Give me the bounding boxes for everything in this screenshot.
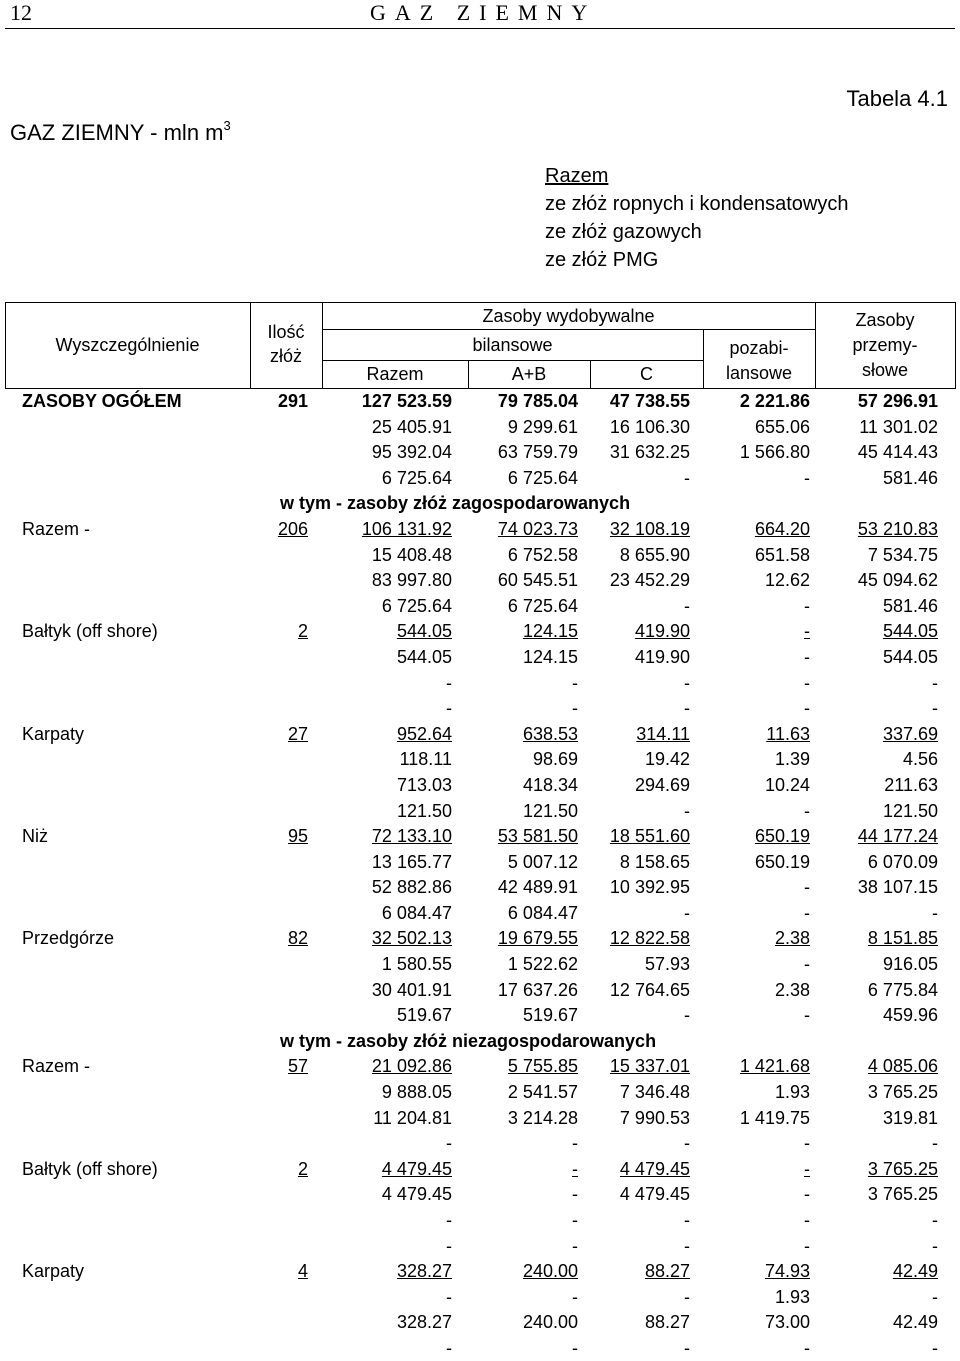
cell-count: 291 bbox=[277, 391, 308, 411]
table-summary-row bbox=[0, 722, 960, 748]
cell-poz: 1.93 bbox=[774, 1082, 810, 1103]
section-heading-row bbox=[0, 491, 960, 517]
col-header-razem: Razem bbox=[366, 364, 424, 384]
cell-razem: 544.05 bbox=[396, 621, 452, 642]
cell-ab: - bbox=[572, 1184, 578, 1205]
cell-prz: 45 094.62 bbox=[857, 570, 938, 591]
cell-poz: 11.63 bbox=[766, 723, 810, 744]
subgroup-rule bbox=[322, 360, 703, 361]
cell-c: - bbox=[684, 800, 690, 821]
cell-prz: 581.46 bbox=[882, 595, 938, 616]
cell-c: 4 479.45 bbox=[619, 1184, 690, 1205]
col-header-count: złóż bbox=[269, 346, 302, 366]
cell-c: 12 822.58 bbox=[609, 928, 690, 949]
table-summary-row bbox=[0, 1259, 960, 1285]
page-header bbox=[0, 0, 960, 26]
cell-ab: 17 637.26 bbox=[497, 979, 578, 1000]
cell-name: ZASOBY OGÓŁEM bbox=[22, 391, 182, 411]
legend bbox=[545, 162, 849, 274]
cell-razem: - bbox=[446, 1133, 452, 1154]
cell-c: 47 738.55 bbox=[609, 391, 690, 411]
cell-ab: 519.67 bbox=[522, 1005, 578, 1026]
table-row bbox=[0, 901, 960, 927]
cell-prz: 4.56 bbox=[902, 749, 938, 770]
title-superscript: 3 bbox=[223, 118, 231, 133]
cell-poz: 650.19 bbox=[754, 826, 810, 847]
table-row bbox=[0, 875, 960, 901]
col-header-pozabilansowe: pozabi- bbox=[729, 338, 789, 358]
cell-prz: - bbox=[932, 1235, 938, 1256]
table-title bbox=[10, 118, 231, 146]
cell-c: 10 392.95 bbox=[609, 877, 690, 898]
cell-prz: 11 301.02 bbox=[859, 416, 938, 437]
cell-poz: 73.00 bbox=[764, 1312, 810, 1333]
cell-ab: - bbox=[572, 1133, 578, 1154]
cell-poz: - bbox=[804, 1005, 810, 1026]
cell-c: 7 346.48 bbox=[619, 1082, 690, 1103]
cell-poz: 2.38 bbox=[774, 979, 810, 1000]
col-header-pozabilansowe: lansowe bbox=[725, 363, 793, 383]
cell-razem: 328.27 bbox=[396, 1312, 452, 1333]
cell-prz: - bbox=[932, 1133, 938, 1154]
cell-ab: 5 007.12 bbox=[507, 851, 578, 872]
group-rule bbox=[322, 329, 815, 330]
cell-ab: 6 725.64 bbox=[507, 595, 578, 616]
cell-poz: 12.62 bbox=[764, 570, 810, 591]
cell-ab: 98.69 bbox=[532, 749, 578, 770]
table-row bbox=[0, 671, 960, 697]
cell-c: 419.90 bbox=[634, 646, 690, 667]
table-row bbox=[0, 440, 960, 466]
cell-poz: - bbox=[804, 621, 810, 642]
cell-name: Karpaty bbox=[22, 723, 85, 744]
cell-razem: - bbox=[446, 672, 452, 693]
cell-c: 23 452.29 bbox=[609, 570, 690, 591]
cell-ab: - bbox=[572, 1286, 578, 1307]
table-row bbox=[0, 568, 960, 594]
cell-count: 57 bbox=[287, 1056, 308, 1077]
cell-poz: - bbox=[804, 902, 810, 923]
cell-c: 32 108.19 bbox=[609, 518, 690, 539]
cell-ab: 6 752.58 bbox=[507, 544, 578, 565]
legend-item: Razem bbox=[545, 165, 609, 187]
table-row bbox=[0, 1106, 960, 1132]
table-summary-row bbox=[0, 619, 960, 645]
cell-poz: 664.20 bbox=[754, 518, 810, 539]
cell-poz: - bbox=[804, 1133, 810, 1154]
cell-ab: 74 023.73 bbox=[497, 518, 578, 539]
cell-ab: - bbox=[572, 1210, 578, 1230]
cell-prz: 42.49 bbox=[892, 1312, 938, 1333]
table-row bbox=[0, 1234, 960, 1260]
cell-ab: 6 084.47 bbox=[507, 902, 578, 923]
cell-c: 294.69 bbox=[634, 774, 690, 795]
cell-razem: 118.11 bbox=[399, 749, 452, 770]
cell-razem: 4 479.45 bbox=[381, 1184, 452, 1205]
cell-ab: 121.50 bbox=[522, 800, 578, 821]
cell-poz: 74.93 bbox=[764, 1261, 810, 1282]
cell-razem: 6 725.64 bbox=[381, 467, 452, 488]
cell-ab: - bbox=[572, 698, 578, 719]
cell-c: 15 337.01 bbox=[609, 1056, 690, 1077]
cell-poz: 10.24 bbox=[764, 774, 810, 795]
cell-poz: 655.06 bbox=[754, 416, 810, 437]
frame-right bbox=[955, 302, 956, 389]
col-header-count: Ilość bbox=[267, 322, 305, 342]
cell-prz: 211.63 bbox=[884, 774, 938, 795]
cell-prz: 3 765.25 bbox=[867, 1082, 938, 1103]
cell-prz: 544.05 bbox=[882, 621, 938, 642]
col-header-przemyslowe: Zasoby bbox=[855, 310, 915, 330]
table-row bbox=[0, 466, 960, 492]
table-row bbox=[0, 1080, 960, 1106]
running-title: GAZ ZIEMNY bbox=[370, 0, 597, 25]
cell-ab: - bbox=[572, 1158, 578, 1179]
cell-poz: - bbox=[804, 1337, 810, 1358]
cell-prz: 6 775.84 bbox=[867, 979, 938, 1000]
cell-razem: 95 392.04 bbox=[371, 442, 452, 463]
cell-poz: - bbox=[804, 1184, 810, 1205]
table-row bbox=[0, 1336, 960, 1361]
cell-ab: 53 581.50 bbox=[497, 826, 578, 847]
cell-name: Razem - bbox=[22, 1056, 91, 1077]
cell-poz: 1.39 bbox=[774, 749, 810, 770]
legend-item: ze złóż PMG bbox=[545, 249, 659, 271]
cell-prz: 581.46 bbox=[882, 467, 938, 488]
cell-name: Razem - bbox=[22, 518, 91, 539]
cell-poz: - bbox=[804, 595, 810, 616]
cell-poz: 1 419.75 bbox=[739, 1107, 810, 1128]
table-summary-row bbox=[0, 824, 960, 850]
cell-prz: 337.69 bbox=[882, 723, 938, 744]
cell-name: Bałtyk (off shore) bbox=[22, 1158, 158, 1179]
cell-ab: - bbox=[572, 1235, 578, 1256]
cell-razem: 32 502.13 bbox=[371, 928, 452, 949]
table-row bbox=[0, 978, 960, 1004]
cell-razem: - bbox=[446, 1235, 452, 1256]
table-row bbox=[0, 594, 960, 620]
table-top-rule bbox=[5, 302, 955, 303]
cell-razem: 11 204.81 bbox=[373, 1107, 452, 1128]
col-group-wydobywalne: Zasoby wydobywalne bbox=[482, 306, 655, 326]
cell-ab: 63 759.79 bbox=[497, 442, 578, 463]
cell-ab: 3 214.28 bbox=[507, 1107, 578, 1128]
cell-razem: 15 408.48 bbox=[371, 544, 452, 565]
cell-ab: 124.15 bbox=[522, 646, 578, 667]
cell-c: 7 990.53 bbox=[619, 1107, 690, 1128]
table-row bbox=[0, 952, 960, 978]
col-header-ab: A+B bbox=[511, 364, 547, 384]
cell-razem: - bbox=[446, 698, 452, 719]
cell-prz: 8 151.85 bbox=[867, 928, 938, 949]
cell-prz: 7 534.75 bbox=[867, 544, 938, 565]
cell-prz: 44 177.24 bbox=[857, 826, 938, 847]
cell-c: - bbox=[684, 672, 690, 693]
cell-ab: 1 522.62 bbox=[507, 954, 578, 975]
cell-razem: 544.05 bbox=[396, 646, 452, 667]
cell-prz: 6 070.09 bbox=[867, 851, 938, 872]
cell-razem: 328.27 bbox=[396, 1261, 452, 1282]
cell-poz: - bbox=[804, 1158, 810, 1179]
cell-razem: 30 401.91 bbox=[371, 979, 452, 1000]
cell-count: 206 bbox=[277, 518, 308, 539]
cell-razem: 952.64 bbox=[396, 723, 452, 744]
cell-ab: 638.53 bbox=[522, 723, 578, 744]
cell-poz: 1 421.68 bbox=[739, 1056, 810, 1077]
cell-poz: 650.19 bbox=[754, 851, 810, 872]
cell-razem: 52 882.86 bbox=[371, 877, 452, 898]
cell-ab: 240.00 bbox=[522, 1312, 578, 1333]
cell-razem: - bbox=[446, 1286, 452, 1307]
table-row bbox=[0, 799, 960, 825]
cell-name: Karpaty bbox=[22, 1261, 85, 1282]
legend-item: ze złóż ropnych i kondensatowych bbox=[545, 193, 849, 215]
cell-razem: 519.67 bbox=[396, 1005, 452, 1026]
cell-ab: 60 545.51 bbox=[497, 570, 578, 591]
cell-count: 95 bbox=[287, 826, 308, 847]
cell-count: 82 bbox=[287, 928, 308, 949]
col-header-c: C bbox=[640, 364, 653, 384]
cell-c: - bbox=[684, 698, 690, 719]
cell-c: 88.27 bbox=[644, 1261, 690, 1282]
cell-c: - bbox=[684, 1005, 690, 1026]
table-summary-row bbox=[0, 517, 960, 543]
cell-poz: - bbox=[804, 467, 810, 488]
cell-ab: 19 679.55 bbox=[497, 928, 578, 949]
cell-c: 4 479.45 bbox=[619, 1158, 690, 1179]
cell-c: 314.11 bbox=[636, 723, 690, 744]
table-row bbox=[0, 696, 960, 722]
table-summary-row bbox=[0, 1054, 960, 1080]
cell-poz: - bbox=[804, 672, 810, 693]
title-text: GAZ ZIEMNY - mln m bbox=[10, 120, 224, 145]
cell-c: - bbox=[684, 1286, 690, 1307]
cell-c: - bbox=[684, 1337, 690, 1358]
cell-ab: 5 755.85 bbox=[507, 1056, 578, 1077]
cell-razem: 25 405.91 bbox=[371, 416, 452, 437]
cell-count: 2 bbox=[297, 1158, 308, 1179]
table-summary-row bbox=[0, 389, 960, 415]
cell-count: 27 bbox=[287, 723, 308, 744]
cell-razem: 83 997.80 bbox=[371, 570, 452, 591]
cell-prz: - bbox=[932, 902, 938, 923]
cell-ab: 79 785.04 bbox=[497, 391, 578, 411]
cell-ab: - bbox=[572, 1337, 578, 1358]
section-heading: w tym - zasoby złóż niezagospodarowanych bbox=[280, 1030, 657, 1051]
table-row bbox=[0, 415, 960, 441]
cell-c: 12 764.65 bbox=[609, 979, 690, 1000]
cell-razem: 1 580.55 bbox=[381, 954, 452, 975]
cell-prz: 3 765.25 bbox=[867, 1158, 938, 1179]
cell-prz: - bbox=[932, 1286, 938, 1307]
cell-c: 88.27 bbox=[644, 1312, 690, 1333]
cell-prz: - bbox=[932, 1210, 938, 1230]
cell-c: 19.42 bbox=[644, 749, 690, 770]
cell-ab: 6 725.64 bbox=[507, 467, 578, 488]
section-heading-row bbox=[0, 1029, 960, 1055]
cell-name: Bałtyk (off shore) bbox=[22, 621, 158, 642]
cell-c: - bbox=[684, 1235, 690, 1256]
table-row bbox=[0, 747, 960, 773]
cell-prz: 45 414.43 bbox=[857, 442, 938, 463]
cell-ab: 42 489.91 bbox=[497, 877, 578, 898]
cell-prz: 38 107.15 bbox=[857, 877, 938, 898]
cell-count: 2 bbox=[297, 621, 308, 642]
header-rule bbox=[5, 28, 955, 29]
cell-razem: 21 092.86 bbox=[371, 1056, 452, 1077]
cell-c: - bbox=[684, 1133, 690, 1154]
cell-razem: 72 133.10 bbox=[371, 826, 452, 847]
cell-ab: 9 299.61 bbox=[507, 416, 578, 437]
cell-razem: 713.03 bbox=[396, 774, 452, 795]
cell-c: 8 158.65 bbox=[619, 851, 690, 872]
cell-prz: 3 765.25 bbox=[867, 1184, 938, 1205]
cell-poz: - bbox=[804, 646, 810, 667]
cell-c: - bbox=[684, 902, 690, 923]
cell-razem: - bbox=[446, 1210, 452, 1230]
cell-poz: 2.38 bbox=[774, 928, 810, 949]
legend-item: ze złóż gazowych bbox=[545, 221, 702, 243]
table-row bbox=[0, 850, 960, 876]
table-row bbox=[0, 1310, 960, 1336]
cell-count: 4 bbox=[297, 1261, 308, 1282]
cell-poz: 2 221.86 bbox=[739, 391, 810, 411]
cell-poz: - bbox=[804, 877, 810, 898]
table-summary-row bbox=[0, 1157, 960, 1183]
cell-c: 57.93 bbox=[644, 954, 690, 975]
col-header-przemyslowe: przemy- bbox=[852, 335, 918, 355]
cell-c: 18 551.60 bbox=[609, 826, 690, 847]
cell-razem: 6 725.64 bbox=[381, 595, 452, 616]
cell-prz: 121.50 bbox=[882, 800, 938, 821]
cell-c: 419.90 bbox=[634, 621, 690, 642]
table-row bbox=[0, 1182, 960, 1208]
cell-prz: 4 085.06 bbox=[867, 1056, 938, 1077]
table-row bbox=[0, 1285, 960, 1311]
cell-razem: 106 131.92 bbox=[361, 518, 452, 539]
cell-c: - bbox=[684, 595, 690, 616]
section-heading: w tym - zasoby złóż zagospodarowanych bbox=[280, 493, 631, 514]
page-number: 12 bbox=[10, 0, 32, 25]
cell-prz: 319.81 bbox=[882, 1107, 938, 1128]
table-row bbox=[0, 645, 960, 671]
cell-ab: 418.34 bbox=[522, 774, 578, 795]
cell-poz: - bbox=[804, 698, 810, 719]
cell-c: 31 632.25 bbox=[609, 442, 690, 463]
cell-c: 8 655.90 bbox=[619, 544, 690, 565]
cell-poz: - bbox=[804, 800, 810, 821]
cell-prz: - bbox=[932, 672, 938, 693]
table-row bbox=[0, 1208, 960, 1234]
cell-razem: 6 084.47 bbox=[381, 902, 452, 923]
cell-prz: - bbox=[932, 698, 938, 719]
cell-ab: 2 541.57 bbox=[507, 1082, 578, 1103]
cell-razem: 121.50 bbox=[396, 800, 452, 821]
cell-prz: - bbox=[932, 1337, 938, 1358]
cell-ab: - bbox=[572, 672, 578, 693]
table-row bbox=[0, 1131, 960, 1157]
cell-name: Przedgórze bbox=[22, 928, 115, 949]
cell-poz: - bbox=[804, 1235, 810, 1256]
col-group-bilansowe: bilansowe bbox=[472, 335, 553, 355]
cell-prz: 459.96 bbox=[882, 1005, 938, 1026]
cell-prz: 57 296.91 bbox=[857, 391, 938, 411]
cell-razem: - bbox=[446, 1337, 452, 1358]
cell-name: Niż bbox=[22, 826, 48, 847]
cell-razem: 127 523.59 bbox=[361, 391, 452, 411]
cell-prz: 53 210.83 bbox=[857, 518, 938, 539]
table-row bbox=[0, 1003, 960, 1029]
cell-poz: - bbox=[804, 1210, 810, 1230]
cell-ab: 124.15 bbox=[522, 621, 578, 642]
cell-prz: 42.49 bbox=[892, 1261, 938, 1282]
cell-c: 16 106.30 bbox=[609, 416, 690, 437]
col-header-przemyslowe: słowe bbox=[861, 360, 909, 380]
cell-poz: 1.93 bbox=[774, 1286, 810, 1307]
cell-razem: 13 165.77 bbox=[371, 851, 452, 872]
table-row bbox=[0, 543, 960, 569]
cell-poz: 651.58 bbox=[754, 544, 810, 565]
cell-poz: 1 566.80 bbox=[739, 442, 810, 463]
table-body bbox=[0, 389, 960, 1361]
cell-razem: 4 479.45 bbox=[381, 1158, 452, 1179]
cell-ab: 240.00 bbox=[522, 1261, 578, 1282]
table-row bbox=[0, 773, 960, 799]
cell-prz: 916.05 bbox=[882, 954, 938, 975]
cell-c: - bbox=[684, 1210, 690, 1230]
col-header-name: Wyszczególnienie bbox=[55, 335, 200, 355]
table-label: Tabela 4.1 bbox=[846, 86, 948, 111]
cell-poz: - bbox=[804, 954, 810, 975]
cell-prz: 544.05 bbox=[882, 646, 938, 667]
cell-razem: 9 888.05 bbox=[381, 1082, 452, 1103]
table-summary-row bbox=[0, 926, 960, 952]
cell-c: - bbox=[684, 467, 690, 488]
